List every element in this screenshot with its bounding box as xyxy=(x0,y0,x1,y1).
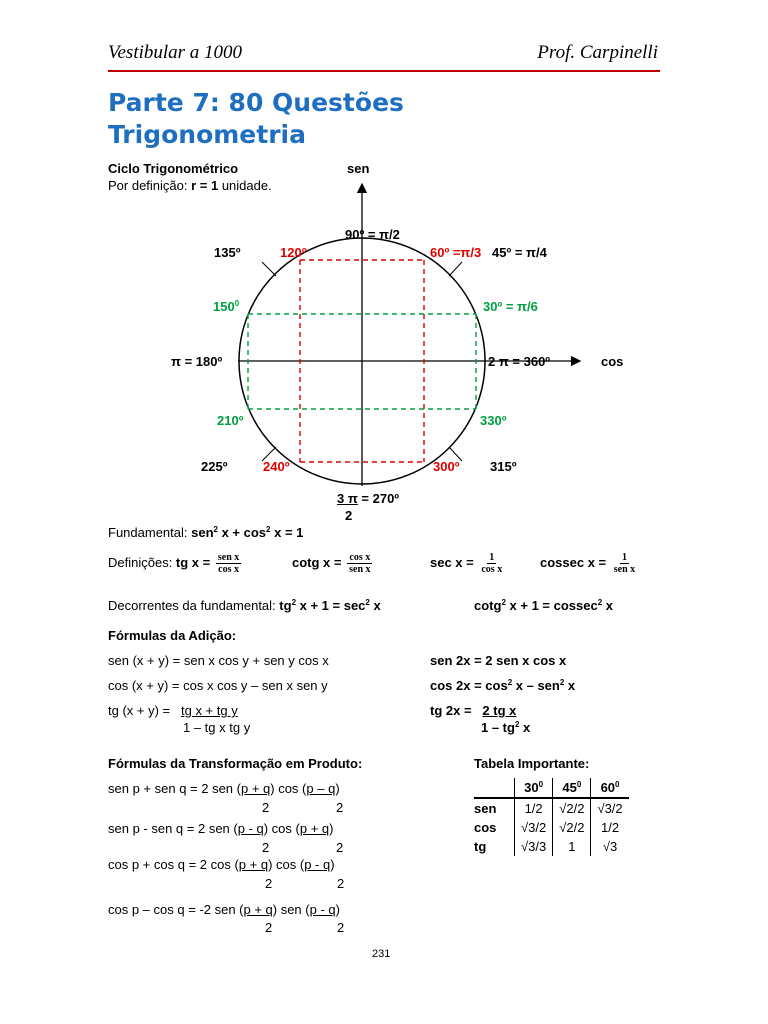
transform-den: 2 xyxy=(337,920,345,935)
ciclo-definition: Por definição: r = 1 unidade. xyxy=(108,178,272,193)
fundamental-line: Fundamental: sen$^2$ $x + \cos^2 x = 1$ xyxy=(108,525,304,540)
transform-den: 2 xyxy=(265,920,273,935)
page-title-line2: Trigonometria xyxy=(108,120,306,149)
angle-315-label: 315º xyxy=(490,459,517,474)
table-col-header: $60^0$ xyxy=(591,778,629,798)
table-cell: 1/2 xyxy=(591,818,629,837)
table-header-row xyxy=(474,778,629,798)
angle-45-label: 45º = π/4 xyxy=(492,245,547,260)
formula-tg-sum-den: 1 – tg x tg y xyxy=(183,720,251,735)
trig-values-table xyxy=(474,778,629,856)
transform-formula-4: cos p – cos q = -2 sen (p + q) sen (p - q) xyxy=(108,902,340,917)
table-cell: √3/2 xyxy=(515,818,553,837)
table-row xyxy=(474,818,629,837)
formula-tg-sum: tg (x + y) = tg x + tg y xyxy=(108,703,238,718)
axis-cos-label: cos xyxy=(601,354,624,369)
angle-270-label: 3 π = 270º xyxy=(337,491,400,506)
table-row xyxy=(474,798,629,818)
transform-formula-2: sen p - sen q = 2 sen (p - q) cos (p + q) xyxy=(108,821,334,836)
transform-den: 2 xyxy=(265,876,273,891)
table-row-label: tg xyxy=(474,839,487,854)
decorrentes-cotg: cotg$^2$ x + 1 = cossec$^2$ x xyxy=(474,598,613,613)
table-cell: √3 xyxy=(591,837,629,856)
angle-330-label: 330º xyxy=(480,413,507,428)
table-cell: √2/2 xyxy=(553,798,591,818)
tabela-heading: Tabela Importante: xyxy=(474,756,590,771)
definicoes-line: Definições: tg x = $\frac{\text{sen x}}{\text{cos x}}$ xyxy=(108,552,240,575)
angle-270-den: 2 xyxy=(345,508,353,523)
angle-300-label: 300º xyxy=(433,459,460,474)
table-cell: √3/2 xyxy=(591,798,629,818)
angle-180-label: π = 180º xyxy=(171,354,223,369)
table-cell: 1 xyxy=(553,837,591,856)
transform-formula-3: cos p + cos q = 2 cos (p + q) cos (p - q) xyxy=(108,857,335,872)
transform-den: 2 xyxy=(336,800,344,815)
page-title-line1: Parte 7: 80 Questões xyxy=(108,88,404,117)
ciclo-heading: Ciclo Trigonométrico xyxy=(108,161,239,176)
table-row-label: sen xyxy=(474,801,497,816)
formula-cos-sum: cos (x + y) = cos x cos y – sen x sen y xyxy=(108,678,328,693)
formula-tg2x: tg 2x = 2 tg x xyxy=(430,703,517,718)
angle-210-label: 210º xyxy=(217,413,244,428)
transform-den: 2 xyxy=(262,840,270,855)
transformacao-heading: Fórmulas da Transformação em Produto: xyxy=(108,756,363,771)
header-right: Prof. Carpinelli xyxy=(537,42,658,63)
page-number: 231 xyxy=(372,948,391,960)
table-col-header: $30^0$ xyxy=(515,778,553,798)
table-col-header: $45^0$ xyxy=(553,778,591,798)
table-row-label: cos xyxy=(474,820,497,835)
decorrentes-line: Decorrentes da fundamental: $tg^2$ $x + 1 = \sec^2 x$ xyxy=(108,598,381,613)
formula-sen-sum: sen (x + y) = sen x cos y + sen y cos x xyxy=(108,653,329,668)
table-cell: 1/2 xyxy=(515,798,553,818)
table-cell: √2/2 xyxy=(553,818,591,837)
formula-cos2x: $\cos 2x = \cos^2 x - sen^2$ x xyxy=(430,678,576,693)
angle-120-label: 120º xyxy=(280,245,307,260)
angle-150-label: $150^0$ xyxy=(213,299,240,314)
definicao-cotg: cotg x = $\frac{\text{cos x}}{\text{sen x}}$ xyxy=(292,552,371,575)
angle-30-label: 30º = π/6 xyxy=(483,299,538,314)
formula-tg2x-den: $1 - tg^2$ x xyxy=(481,720,531,735)
table-corner-cell xyxy=(474,778,515,798)
angle-240-label: 240º xyxy=(263,459,290,474)
transform-den: 2 xyxy=(336,840,344,855)
angle-225-label: 225º xyxy=(201,459,228,474)
table-row xyxy=(474,837,629,856)
angle-360-label: 2 π = 360º xyxy=(488,354,551,369)
table-cell: √3/3 xyxy=(515,837,553,856)
angle-135-label: 135º xyxy=(214,245,241,260)
formula-sen2x: sen 2x = 2 sen x cos x xyxy=(430,653,567,668)
definicao-cossec: cossec x = $\frac{1}{\text{sen x}}$ xyxy=(540,552,636,575)
transform-den: 2 xyxy=(337,876,345,891)
transform-den: 2 xyxy=(262,800,270,815)
definicao-sec: sec x = $\frac{1}{\text{cos x}}$ xyxy=(430,552,503,575)
header-left: Vestibular a 1000 xyxy=(108,42,243,63)
angle-60-label: 60º =π/3 xyxy=(430,245,482,260)
adicao-heading: Fórmulas da Adição: xyxy=(108,628,237,643)
axis-sen-label: sen xyxy=(347,161,370,176)
angle-90-label: 90º = π/2 xyxy=(345,227,400,242)
transform-formula-1: sen p + sen q = 2 sen (p + q) cos (p – q) xyxy=(108,781,340,796)
